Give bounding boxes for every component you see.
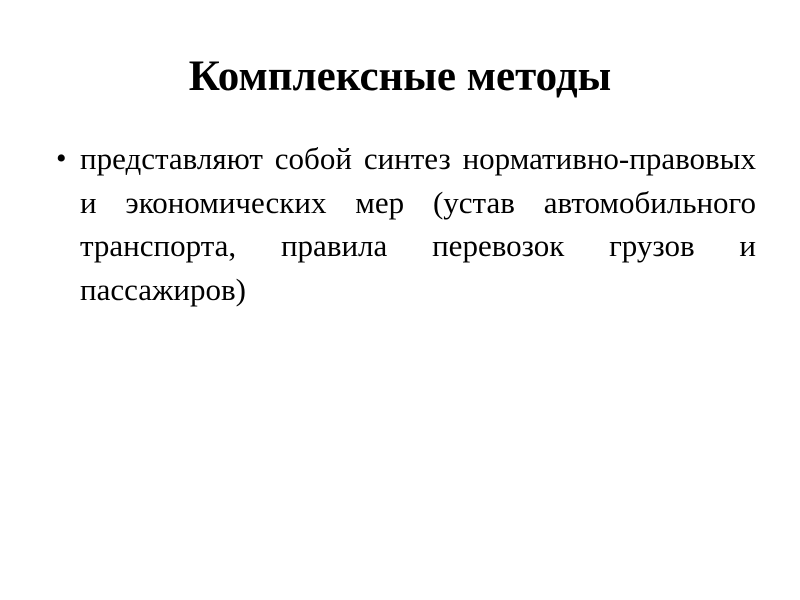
bullet-marker: • [56,142,67,175]
bullet-list [48,137,756,311]
bullet-text: представляют собой синтез нормативно-правовых и экономических мер (устав автомобильного транспорта, правила перевозок грузов и пассажиров) [80,141,756,307]
list-item [48,137,756,311]
slide-title: Комплексные методы [188,53,612,100]
